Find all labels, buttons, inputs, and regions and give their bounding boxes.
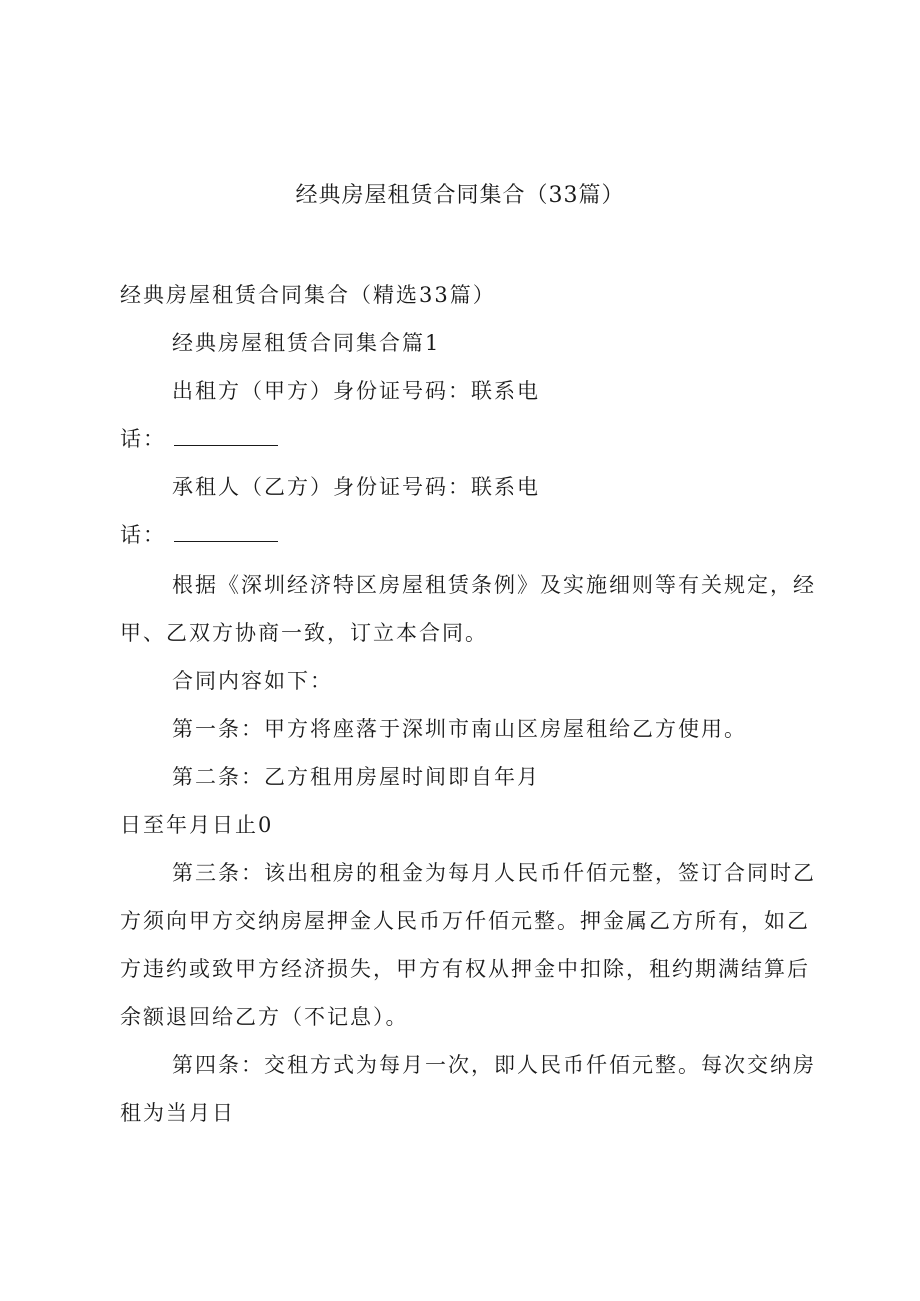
article-4-line: 第四条：交租方式为每月一次，即人民币仟佰元整。每次交纳房: [172, 1053, 816, 1077]
lessee-phone-blank: [174, 523, 278, 542]
article-4-line: 租为当月日: [120, 1101, 235, 1125]
paragraph-line: 合同内容如下：: [172, 669, 333, 693]
lessor-phone-label: 话：: [120, 427, 166, 451]
paragraph-line: 根据《深圳经济特区房屋租赁条例》及实施细则等有关规定，经: [172, 573, 816, 597]
article-3-line: 第三条：该出租房的租金为每月人民币仟佰元整，签订合同时乙: [172, 861, 816, 885]
document-title: 经典房屋租赁合同集合（33篇）: [295, 183, 625, 208]
section-heading: 经典房屋租赁合同集合篇1: [172, 331, 441, 355]
article-1-line: 第一条：甲方将座落于深圳市南山区房屋租给乙方使用。: [172, 717, 747, 741]
lessee-line: 承租人（乙方）身份证号码：联系电: [172, 475, 540, 499]
article-2-line: 第二条：乙方租用房屋时间即自年月: [172, 765, 540, 789]
lessor-phone-blank: [174, 427, 278, 446]
article-3-line: 方须向甲方交纳房屋押金人民币万仟佰元整。押金属乙方所有，如乙: [120, 909, 810, 933]
lessee-phone-line: [120, 520, 278, 550]
lessor-line: 出租方（甲方）身份证号码：联系电: [172, 379, 540, 403]
lessee-phone-label: 话：: [120, 523, 166, 547]
paragraph-line: 甲、乙双方协商一致，订立本合同。: [120, 621, 488, 645]
lessor-phone-line: [120, 424, 278, 454]
article-2-line: 日至年月日止0: [120, 813, 274, 837]
article-3-line: 余额退回给乙方（不记息）。: [120, 1005, 409, 1029]
article-3-line: 方违约或致甲方经济损失，甲方有权从押金中扣除，租约期满结算后: [120, 957, 810, 981]
subtitle-line: 经典房屋租赁合同集合（精选33篇）: [120, 283, 496, 307]
